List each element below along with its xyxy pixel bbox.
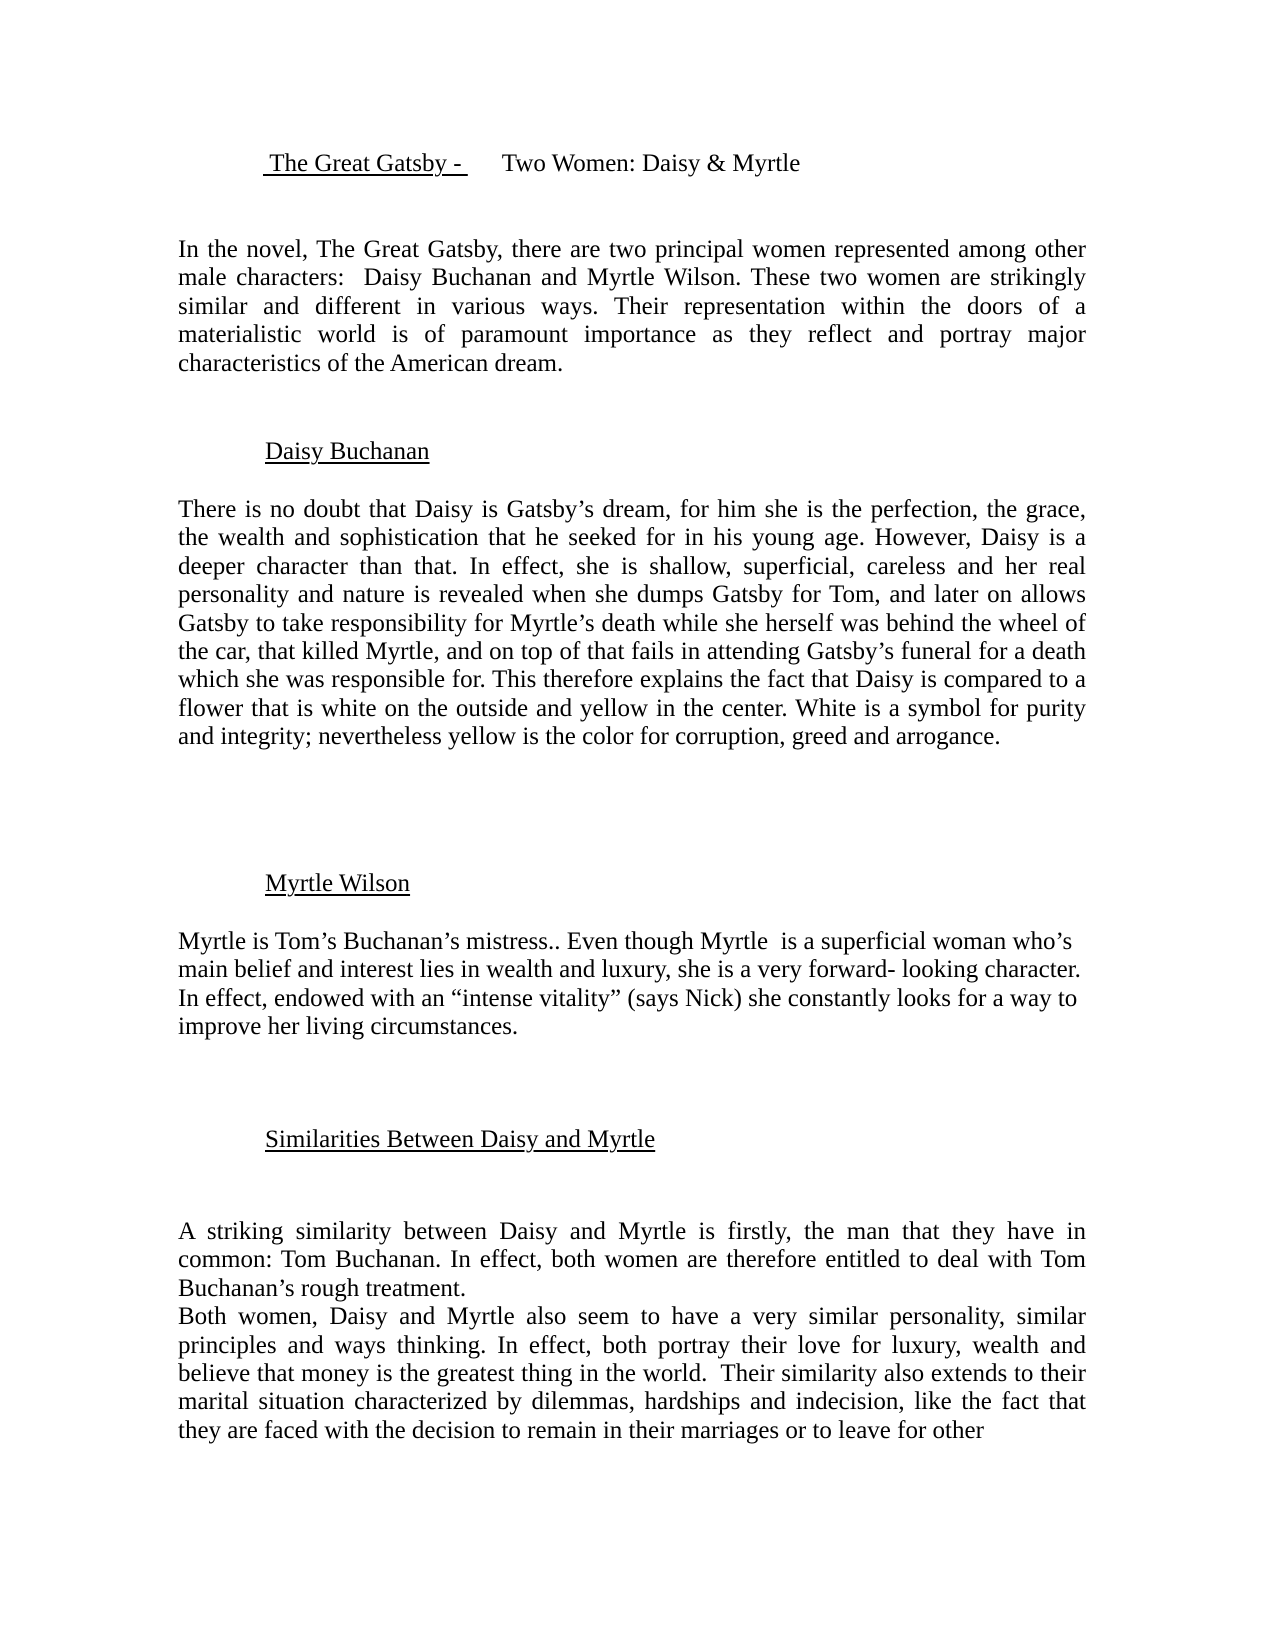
- similarities-paragraphs: [178, 1218, 1086, 1445]
- myrtle-paragraph: Myrtle is Tom’s Buchanan’s mistress.. Even though Myrtle is a superficial woman who’s main belief and interest lies in wealth and luxury, she is a very forward- looking character. In effect, endowed with an “intense vitality” (says Nick) she constantly looks for a way to improve her living circumstances.: [178, 928, 1081, 1041]
- daisy-paragraph: There is no doubt that Daisy is Gatsby’s dream, for him she is the perfection, the grace, the wealth and sophistication that he seeked for in his young age. However, Daisy is a deeper character than that. In effect, she is shallow, superficial, careless and her real personality and nature is revealed when she dumps Gatsby for Tom, and later on allows Gatsby to take responsibility for Myrtle’s death while she herself was behind the wheel of the car, that killed Myrtle, and on top of that fails in attending Gatsby’s funeral for a death which she was responsible for. This therefore explains the fact that Daisy is compared to a flower that is white on the outside and yellow in the center. White is a symbol for purity and integrity; nevertheless yellow is the color for corruption, greed and arrogance.: [178, 496, 1086, 751]
- section-heading-daisy: Daisy Buchanan: [265, 438, 430, 465]
- section-heading-similarities: Similarities Between Daisy and Myrtle: [265, 1126, 656, 1153]
- similarities-paragraph-1: A striking similarity between Daisy and Myrtle is firstly, the man that they have in common: Tom Buchanan. In effect, both women are therefore entitled to deal with Tom Buchanan’s rough treatment.: [178, 1218, 1086, 1302]
- title-subtitle: Two Women: Daisy & Myrtle: [501, 150, 801, 177]
- document-title: [263, 150, 800, 178]
- section-heading-myrtle: Myrtle Wilson: [265, 870, 411, 897]
- title-main: The Great Gatsby -: [263, 150, 468, 177]
- similarities-paragraph-2: Both women, Daisy and Myrtle also seem to have a very similar personality, similar principles and ways thinking. In effect, both portray their love for luxury, wealth and believe that money is the greatest thing in the world. Their similarity also extends to their marital situation characterized by dilemmas, hardships and indecision, like the fact that they are faced with the decision to remain in their marriages or to leave for other: [178, 1303, 1086, 1444]
- intro-paragraph: In the novel, The Great Gatsby, there are two principal women represented among other male characters: Daisy Buchanan and Myrtle Wilson. These two women are strikingly similar and different in various ways. Their representation within the doors of a materialistic world is of paramount importance as they reflect and portray major characteristics of the American dream.: [178, 236, 1086, 377]
